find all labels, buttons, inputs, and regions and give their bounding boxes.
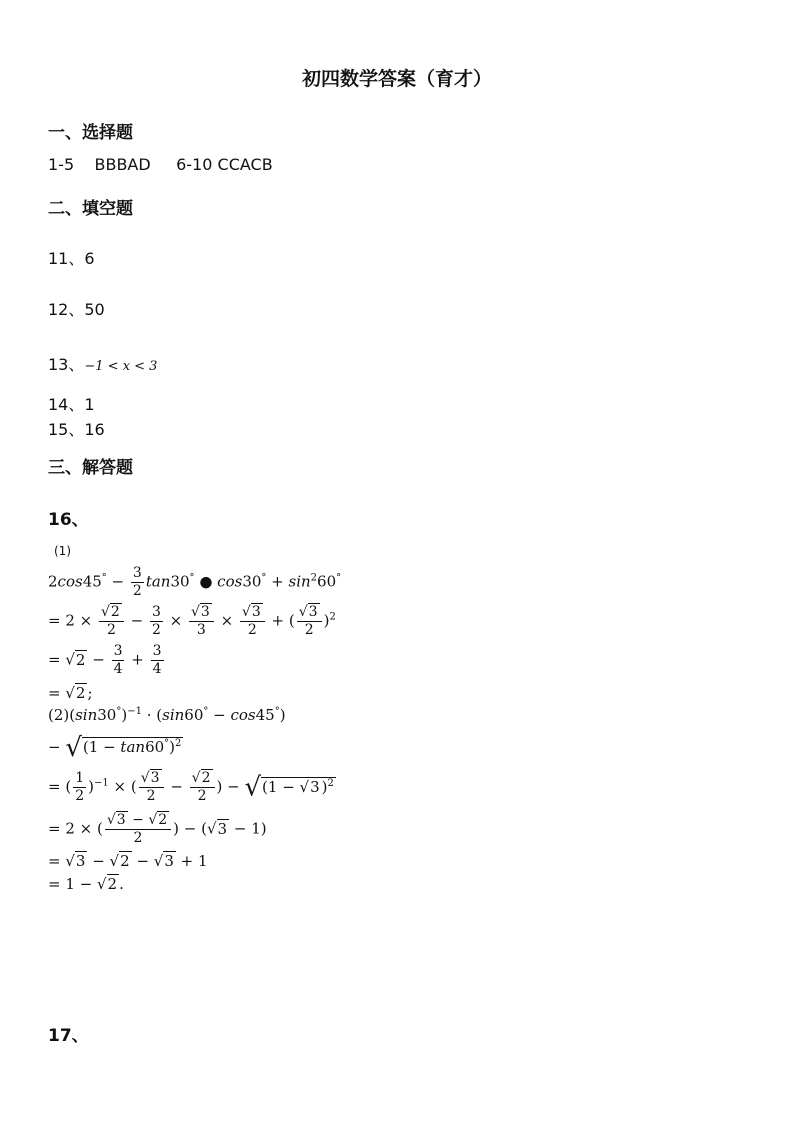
fill-answer-11: 11、6 [48, 249, 95, 268]
math-line-9: = √3 − √2 − √3 + 1 [48, 852, 208, 870]
math-line-6: − $√(1 - \tan 60^\circ)^2$ [48, 733, 182, 763]
choice-answers-2: CCACB [217, 155, 273, 174]
page-title: 初四数学答案（育才） [301, 68, 492, 90]
math-line-1: 2cos45° − $\frac{3}{2}$ tan30° ● $\cos 30^\circ + \sin^260^\circ$ [48, 565, 342, 599]
section-heading-fill: 二、填空题 [48, 199, 133, 219]
math-line-10: = 1 − √2 . [48, 875, 124, 893]
fill-answer-13 [48, 352, 157, 375]
question-16-label: 16、 [48, 510, 89, 530]
section-heading-choice: 一、选择题 [48, 123, 133, 143]
math-line-5: $(2)(\sin 30^\circ)^{-1} \cdot (\sin 60^\circ - \cos 45^\circ)$ [48, 706, 286, 724]
math-line-3: = √2 − $\frac{3}{4}$ + $\frac{3}{4}$ [48, 643, 162, 677]
choice-range-1: 1-5 [48, 155, 75, 174]
fill-expr-13: −1 < x < 3 [84, 359, 158, 374]
math-line-4: = √2 ; [48, 684, 93, 702]
math-line-2: = 2 × $\frac{√2}{2}$ − $\frac{3}{2}$ × $\frac{√3}{3}$ × $\frac{√3}{2}$ + ( $\frac{√3}{2}$ )$^2$ [48, 604, 336, 638]
question-17-label: 17、 [48, 1026, 89, 1046]
math-line-8: = 2 × ( $\frac{√3 - √2}{2}$ ) − (√3 − 1) [48, 812, 267, 846]
math-line-7: = ( $\frac{1}{2}$ )$^{-1}$ × ( $\frac{√3}{2}$ − $\frac{√2}{2}$ ) − √(1 − √3 )$^2$ [48, 770, 334, 804]
fill-label-13: 13、 [48, 355, 85, 374]
fill-answer-12: 12、50 [48, 300, 105, 319]
section-heading-solve: 三、解答题 [48, 458, 133, 478]
part-1-label: (1) [54, 544, 71, 558]
fill-answer-15: 15、16 [48, 420, 105, 439]
choice-answers [48, 155, 273, 174]
choice-answers-1: BBBAD [94, 155, 151, 174]
part-2-label: (2) [48, 706, 70, 724]
choice-range-2: 6-10 [176, 155, 213, 174]
fill-answer-14: 14、1 [48, 395, 95, 414]
